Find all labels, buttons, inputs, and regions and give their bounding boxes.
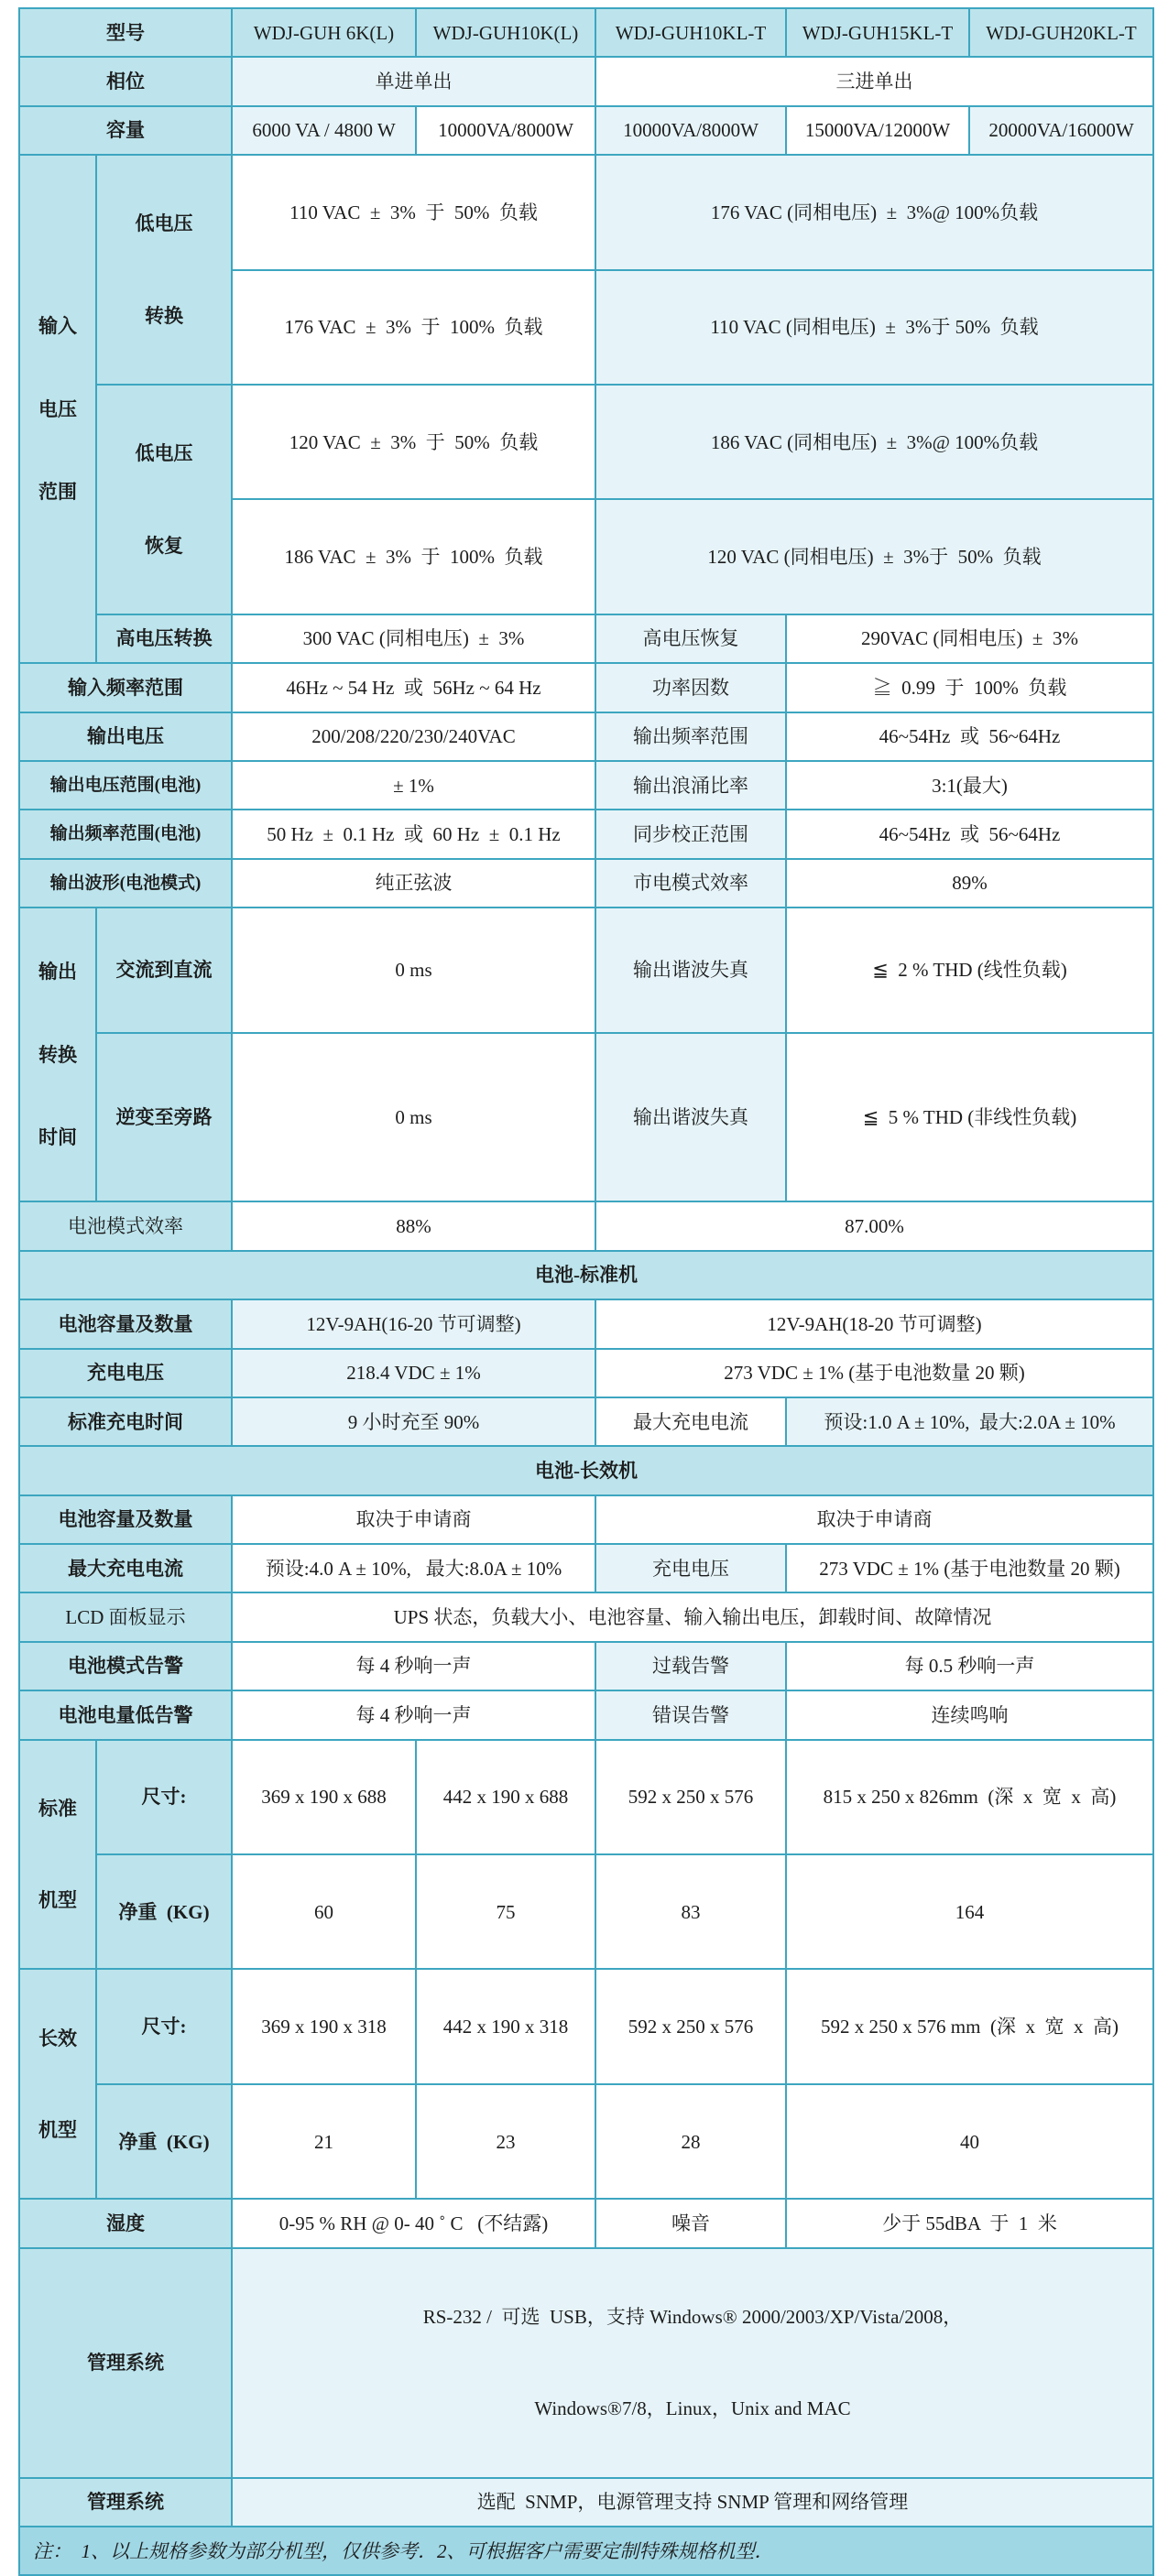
spec-value: 取决于申请商 <box>595 1495 1153 1544</box>
low-recovery-three: 120 VAC (同相电压) ± 3%于 50% 负载 <box>595 499 1153 614</box>
capacity-value: 6000 VA / 4800 W <box>232 106 416 155</box>
model-name: WDJ-GUH20KL-T <box>969 8 1153 57</box>
battery-efficiency-single: 88% <box>232 1201 595 1250</box>
low-recovery-three: 186 VAC (同相电压) ± 3%@ 100%负载 <box>595 385 1153 499</box>
transfer-sub-label: 交流到直流 <box>96 908 232 1033</box>
battery-efficiency-three: 87.00% <box>595 1201 1153 1250</box>
spec-value: 46Hz ~ 54 Hz 或 56Hz ~ 64 Hz <box>232 663 595 712</box>
dimension-value: 369 x 190 x 318 <box>232 1969 416 2083</box>
spec-label: 最大充电电流 <box>19 1544 232 1592</box>
spec-label: 电池容量及数量 <box>19 1495 232 1544</box>
spec-value: 每 4 秒响一声 <box>232 1690 595 1739</box>
model-name: WDJ-GUH10K(L) <box>416 8 595 57</box>
spec-value-secondary: 46~54Hz 或 56~64Hz <box>786 810 1153 858</box>
spec-value: ± 1% <box>232 761 595 810</box>
management-value: RS-232 / 可选 USB，支持 Windows® 2000/2003/XP/Vista/2008， Windows®7/8，Linux，Unix and MAC <box>232 2248 1153 2478</box>
dimension-value: 592 x 250 x 576 <box>595 1969 786 2083</box>
spec-value-secondary: 3:1(最大) <box>786 761 1153 810</box>
row-low-recovery-1 <box>19 385 1153 499</box>
spec-value-secondary: ≦ 2 % THD (线性负载) <box>786 908 1153 1033</box>
high-recovery-value: 290VAC (同相电压) ± 3% <box>786 614 1153 663</box>
row-std-dimensions <box>19 1740 1153 1854</box>
spec-label-secondary: 充电电压 <box>595 1544 786 1592</box>
dimensions-label: 尺寸: <box>96 1969 232 2083</box>
capacity-value: 10000VA/8000W <box>416 106 595 155</box>
row-std-charge-time <box>19 1397 1153 1446</box>
row-long-battery-capacity <box>19 1495 1153 1544</box>
row-battery-efficiency <box>19 1201 1153 1250</box>
dimension-value: 442 x 190 x 688 <box>416 1740 595 1854</box>
spec-label-secondary: 错误告警 <box>595 1690 786 1739</box>
spec-label: 输出频率范围(电池) <box>19 810 232 858</box>
row-output-waveform <box>19 859 1153 908</box>
spec-label: 电池模式告警 <box>19 1642 232 1690</box>
low-transfer-three: 110 VAC (同相电压) ± 3%于 50% 负载 <box>595 270 1153 385</box>
long-model-label: 长效 机型 <box>19 1969 96 2199</box>
row-humidity <box>19 2199 1153 2247</box>
phase-three: 三进单出 <box>595 57 1153 105</box>
spec-label: 电池容量及数量 <box>19 1299 232 1348</box>
model-name: WDJ-GUH15KL-T <box>786 8 969 57</box>
spec-label-secondary: 最大充电电流 <box>595 1397 786 1446</box>
humidity-label: 湿度 <box>19 2199 232 2247</box>
section-title: 电池-标准机 <box>19 1251 1153 1299</box>
model-name: WDJ-GUH 6K(L) <box>232 8 416 57</box>
low-transfer-three: 176 VAC (同相电压) ± 3%@ 100%负载 <box>595 155 1153 269</box>
spec-value: 12V-9AH(18-20 节可调整) <box>595 1299 1153 1348</box>
humidity-value: 0-95 % RH @ 0- 40 ˚ C (不结露) <box>232 2199 595 2247</box>
spec-value: 200/208/220/230/240VAC <box>232 712 595 761</box>
dimension-value: 369 x 190 x 688 <box>232 1740 416 1854</box>
spec-value-secondary: 每 0.5 秒响一声 <box>786 1642 1153 1690</box>
weight-value: 83 <box>595 1854 786 1969</box>
row-battery-mode-alarm <box>19 1642 1153 1690</box>
management-value: 选配 SNMP，电源管理支持 SNMP 管理和网络管理 <box>232 2478 1153 2527</box>
row-management-2 <box>19 2478 1153 2527</box>
transfer-sub-label: 逆变至旁路 <box>96 1033 232 1201</box>
dimension-value: 442 x 190 x 318 <box>416 1969 595 2083</box>
row-management-1 <box>19 2248 1153 2478</box>
spec-label-secondary: 市电模式效率 <box>595 859 786 908</box>
high-transfer-label: 高电压转换 <box>96 614 232 663</box>
weight-label: 净重 (KG) <box>96 2084 232 2199</box>
spec-value: 纯正弦波 <box>232 859 595 908</box>
weight-value: 40 <box>786 2084 1153 2199</box>
spec-value: 9 小时充至 90% <box>232 1397 595 1446</box>
low-recovery-single: 186 VAC ± 3% 于 100% 负载 <box>232 499 595 614</box>
spec-value: 273 VDC ± 1% (基于电池数量 20 颗) <box>595 1349 1153 1397</box>
low-recovery-label: 低电压 恢复 <box>96 385 232 614</box>
spec-value: 取决于申请商 <box>232 1495 595 1544</box>
noise-label: 噪音 <box>595 2199 786 2247</box>
weight-value: 164 <box>786 1854 1153 1969</box>
row-transfer-inverter-bypass <box>19 1033 1153 1201</box>
row-low-transfer-1 <box>19 155 1153 269</box>
weight-value: 23 <box>416 2084 595 2199</box>
spec-label-secondary: 输出谐波失真 <box>595 908 786 1033</box>
model-name: WDJ-GUH10KL-T <box>595 8 786 57</box>
spec-label-secondary: 过载告警 <box>595 1642 786 1690</box>
spec-label: 输出波形(电池模式) <box>19 859 232 908</box>
high-transfer-value: 300 VAC (同相电压) ± 3% <box>232 614 595 663</box>
input-voltage-label: 输入 电压 范围 <box>19 155 96 663</box>
spec-label: 输入频率范围 <box>19 663 232 712</box>
row-note <box>19 2527 1153 2575</box>
weight-value: 60 <box>232 1854 416 1969</box>
lcd-value: UPS 状态，负载大小、电池容量、输入输出电压，卸载时间、故障情况 <box>232 1592 1153 1641</box>
dimension-value: 592 x 250 x 576 <box>595 1740 786 1854</box>
capacity-value: 10000VA/8000W <box>595 106 786 155</box>
section-title: 电池-长效机 <box>19 1446 1153 1495</box>
row-low-battery-alarm <box>19 1690 1153 1739</box>
low-transfer-single: 176 VAC ± 3% 于 100% 负载 <box>232 270 595 385</box>
capacity-label: 容量 <box>19 106 232 155</box>
capacity-value: 15000VA/12000W <box>786 106 969 155</box>
transfer-value: 0 ms <box>232 1033 595 1201</box>
row-std-charge-voltage <box>19 1349 1153 1397</box>
section-battery-long <box>19 1446 1153 1495</box>
spec-table <box>18 7 1154 2576</box>
row-capacity <box>19 106 1153 155</box>
noise-value: 少于 55dBA 于 1 米 <box>786 2199 1153 2247</box>
row-phase <box>19 57 1153 105</box>
section-battery-standard <box>19 1251 1153 1299</box>
row-input-frequency <box>19 663 1153 712</box>
row-high-transfer <box>19 614 1153 663</box>
spec-label-secondary: 输出浪涌比率 <box>595 761 786 810</box>
spec-label-secondary: 输出谐波失真 <box>595 1033 786 1201</box>
dimension-value: 592 x 250 x 576 mm (深 x 宽 x 高) <box>786 1969 1153 2083</box>
weight-value: 21 <box>232 2084 416 2199</box>
row-output-voltage-range <box>19 761 1153 810</box>
low-transfer-single: 110 VAC ± 3% 于 50% 负载 <box>232 155 595 269</box>
row-lcd <box>19 1592 1153 1641</box>
footnote: 注： 1、以上规格参数为部分机型，仅供参考．2、可根据客户需要定制特殊规格机型． <box>19 2527 1153 2575</box>
row-model <box>19 8 1153 57</box>
spec-label: 标准充电时间 <box>19 1397 232 1446</box>
dimensions-label: 尺寸: <box>96 1740 232 1854</box>
weight-value: 28 <box>595 2084 786 2199</box>
spec-label: 输出电压 <box>19 712 232 761</box>
phase-single: 单进单出 <box>232 57 595 105</box>
spec-value: 218.4 VDC ± 1% <box>232 1349 595 1397</box>
spec-label-secondary: 同步校正范围 <box>595 810 786 858</box>
spec-label: 电池电量低告警 <box>19 1690 232 1739</box>
phase-label: 相位 <box>19 57 232 105</box>
row-transfer-ac-dc <box>19 908 1153 1033</box>
management-label: 管理系统 <box>19 2478 232 2527</box>
spec-label: 输出电压范围(电池) <box>19 761 232 810</box>
capacity-value: 20000VA/16000W <box>969 106 1153 155</box>
weight-value: 75 <box>416 1854 595 1969</box>
spec-value: 50 Hz ± 0.1 Hz 或 60 Hz ± 0.1 Hz <box>232 810 595 858</box>
row-output-voltage <box>19 712 1153 761</box>
spec-value-secondary: ≦ 5 % THD (非线性负载) <box>786 1033 1153 1201</box>
low-transfer-label: 低电压 转换 <box>96 155 232 385</box>
row-std-weight <box>19 1854 1153 1969</box>
spec-value-secondary: 连续鸣响 <box>786 1690 1153 1739</box>
row-long-weight <box>19 2084 1153 2199</box>
spec-value-secondary: 273 VDC ± 1% (基于电池数量 20 颗) <box>786 1544 1153 1592</box>
spec-value: 预设:4.0 A ± 10%, 最大:8.0A ± 10% <box>232 1544 595 1592</box>
lcd-label: LCD 面板显示 <box>19 1592 232 1641</box>
model-label: 型号 <box>19 8 232 57</box>
spec-label: 充电电压 <box>19 1349 232 1397</box>
battery-efficiency-label: 电池模式效率 <box>19 1201 232 1250</box>
standard-model-label: 标准 机型 <box>19 1740 96 1970</box>
spec-value: 每 4 秒响一声 <box>232 1642 595 1690</box>
low-recovery-single: 120 VAC ± 3% 于 50% 负载 <box>232 385 595 499</box>
transfer-value: 0 ms <box>232 908 595 1033</box>
transfer-time-label: 输出 转换 时间 <box>19 908 96 1201</box>
row-std-battery-capacity <box>19 1299 1153 1348</box>
row-output-frequency-range <box>19 810 1153 858</box>
spec-value: 12V-9AH(16-20 节可调整) <box>232 1299 595 1348</box>
weight-label: 净重 (KG) <box>96 1854 232 1969</box>
high-recovery-label: 高电压恢复 <box>595 614 786 663</box>
spec-value-secondary: 46~54Hz 或 56~64Hz <box>786 712 1153 761</box>
spec-label-secondary: 功率因数 <box>595 663 786 712</box>
row-long-charge-current <box>19 1544 1153 1592</box>
spec-value-secondary: 预设:1.0 A ± 10%, 最大:2.0A ± 10% <box>786 1397 1153 1446</box>
management-label: 管理系统 <box>19 2248 232 2478</box>
spec-label-secondary: 输出频率范围 <box>595 712 786 761</box>
spec-value-secondary: 89% <box>786 859 1153 908</box>
row-long-dimensions <box>19 1969 1153 2083</box>
spec-value-secondary: ≧ 0.99 于 100% 负载 <box>786 663 1153 712</box>
dimension-value: 815 x 250 x 826mm (深 x 宽 x 高) <box>786 1740 1153 1854</box>
